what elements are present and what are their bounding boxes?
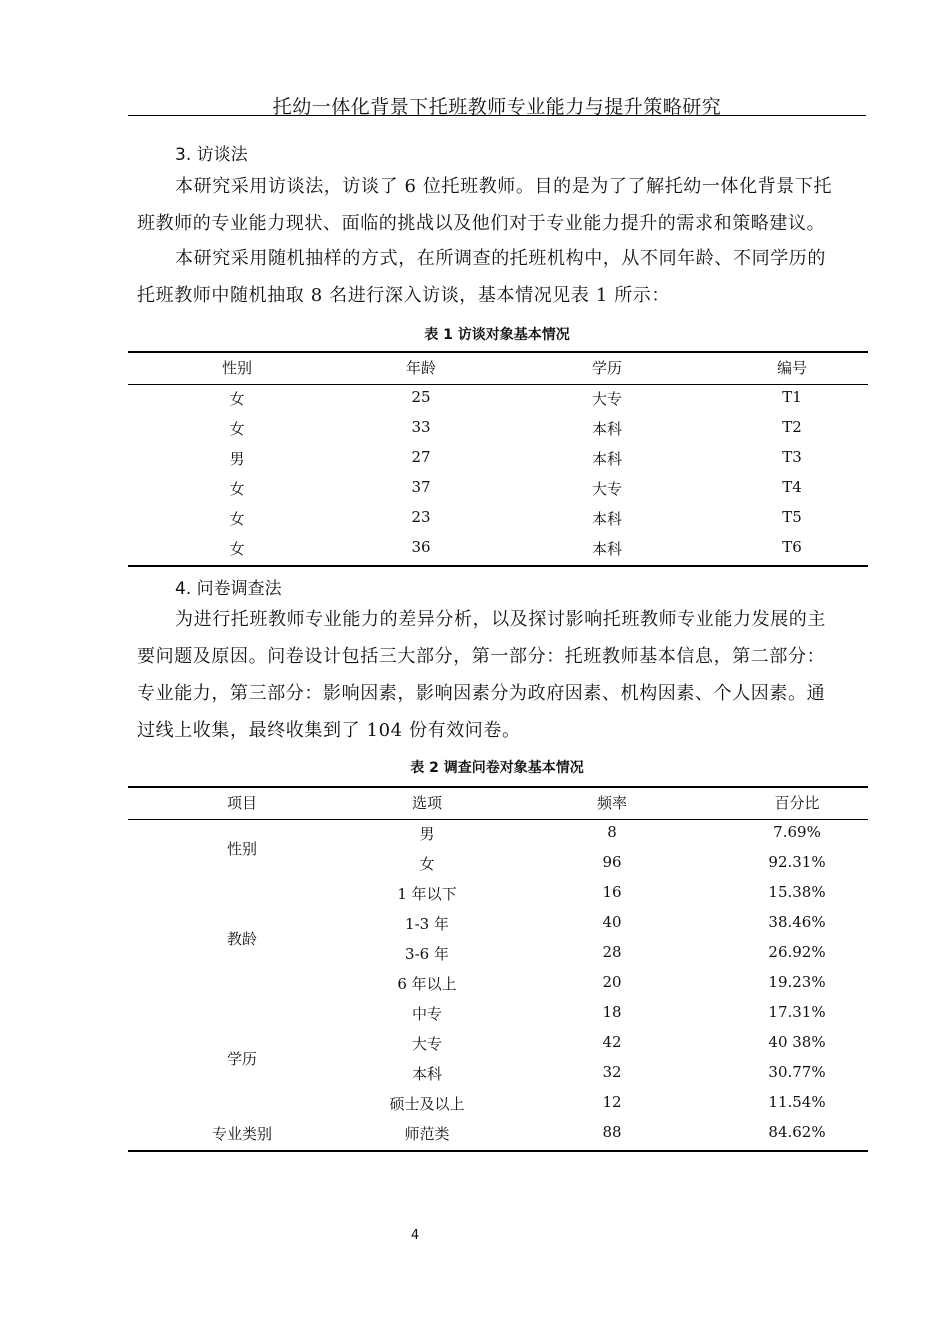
section-3-paragraph-1 xyxy=(137,168,832,242)
table-2-cell: 11.54% xyxy=(768,1093,826,1111)
table-2-cell: 硕士及以上 xyxy=(389,1095,465,1113)
table-2-cell: 40 xyxy=(602,913,622,931)
table-1-cell: T2 xyxy=(782,418,802,436)
table-1-cell: 本科 xyxy=(591,540,623,558)
table-1-cell: 37 xyxy=(411,478,431,496)
table-2-cell: 7.69% xyxy=(773,823,821,841)
table-2-cell: 42 xyxy=(602,1033,622,1051)
table-2-header-cell: 选项 xyxy=(411,794,443,812)
paragraph-line: 过线上收集，最终收集到了 104 份有效问卷。 xyxy=(137,720,521,741)
table-2-header-cell: 百分比 xyxy=(774,794,820,812)
table-2-cell: 30.77% xyxy=(768,1063,826,1081)
table-2-cell: 19.23% xyxy=(768,973,826,991)
table-2-cell: 男 xyxy=(419,825,435,843)
table-1-cell: 本科 xyxy=(591,510,623,528)
table-1-cell: 女 xyxy=(229,390,245,408)
table-2-cell: 17.31% xyxy=(768,1003,826,1021)
table-2-cell: 1 年以下 xyxy=(397,885,457,903)
table-1-cell: T4 xyxy=(782,478,802,496)
table-1-cell: 大专 xyxy=(591,480,623,498)
table-1-cell: T6 xyxy=(782,538,802,556)
table-2-bottom-rule xyxy=(128,1150,868,1152)
section-4-heading: 4. 问卷调查法 xyxy=(175,579,282,599)
table-1-cell: 25 xyxy=(411,388,431,406)
table-2-cell: 88 xyxy=(602,1123,622,1141)
table-2-cell: 中专 xyxy=(411,1005,443,1023)
table-1-bottom-rule xyxy=(128,565,868,567)
table-2-cell: 女 xyxy=(419,855,435,873)
table-1-caption: 表 1 访谈对象基本情况 xyxy=(424,327,570,343)
table-2-cell: 32 xyxy=(602,1063,622,1081)
table-2-cell: 84.62% xyxy=(768,1123,826,1141)
table-1-cell: 27 xyxy=(411,448,431,466)
paragraph-line: 班教师的专业能力现状、面临的挑战以及他们对于专业能力提升的需求和策略建议。 xyxy=(137,213,826,234)
table-1-cell: T1 xyxy=(782,388,802,406)
table-2-top-rule xyxy=(128,786,868,788)
table-2-cell: 18 xyxy=(602,1003,622,1021)
table-1-cell: 女 xyxy=(229,480,245,498)
table-2-cell: 92.31% xyxy=(768,853,826,871)
table-1-cell: 本科 xyxy=(591,450,623,468)
table-2-cell: 师范类 xyxy=(404,1125,450,1143)
table-1-cell: 本科 xyxy=(591,420,623,438)
table-2-header-cell: 频率 xyxy=(596,794,628,812)
paragraph-line: 本研究采用随机抽样的方式，在所调查的托班机构中，从不同年龄、不同学历的 xyxy=(175,248,826,269)
table-1-cell: 大专 xyxy=(591,390,623,408)
table-2-cell: 1-3 年 xyxy=(405,915,449,933)
table-2-cell: 3-6 年 xyxy=(405,945,449,963)
running-title: 托幼一体化背景下托班教师专业能力与提升策略研究 xyxy=(272,96,722,118)
table-2-cell: 28 xyxy=(602,943,622,961)
table-1-header-cell: 学历 xyxy=(591,359,623,377)
table-2-cell: 6 年以上 xyxy=(397,975,457,993)
table-2-cell: 大专 xyxy=(411,1035,443,1053)
table-1-cell: 23 xyxy=(411,508,431,526)
table-1-cell: 男 xyxy=(229,450,245,468)
table-2-cell: 15.38% xyxy=(768,883,826,901)
table-2-cell: 8 xyxy=(607,823,617,841)
table-2-cell: 40 38% xyxy=(768,1033,826,1051)
table-2-caption: 表 2 调查问卷对象基本情况 xyxy=(410,760,584,776)
table-2-header-rule xyxy=(128,819,868,820)
table-1-cell: 女 xyxy=(229,420,245,438)
table-1-cell: T3 xyxy=(782,448,802,466)
table-2-header-cell: 项目 xyxy=(226,794,258,812)
table-2-cell: 12 xyxy=(602,1093,622,1111)
table-1-cell: 女 xyxy=(229,540,245,558)
table-2-cell: 38.46% xyxy=(768,913,826,931)
paragraph-line: 为进行托班教师专业能力的差异分析，以及探讨影响托班教师专业能力发展的主 xyxy=(175,609,826,630)
paragraph-line: 专业能力，第三部分：影响因素，影响因素分为政府因素、机构因素、个人因素。通 xyxy=(137,683,826,704)
table-1-header-cell: 年龄 xyxy=(405,359,437,377)
table-2-cell: 16 xyxy=(602,883,622,901)
table-1-cell: T5 xyxy=(782,508,802,526)
section-3-heading: 3. 访谈法 xyxy=(175,145,248,165)
section-4-paragraph xyxy=(137,601,826,749)
table-2-item-cell: 性别 xyxy=(226,840,258,858)
table-1-cell: 36 xyxy=(411,538,431,556)
table-1-header-rule xyxy=(128,384,868,385)
table-1-header-cell: 性别 xyxy=(221,359,253,377)
table-2-cell: 26.92% xyxy=(768,943,826,961)
table-2-cell: 96 xyxy=(602,853,622,871)
section-3-paragraph-2 xyxy=(137,240,826,314)
table-1-top-rule xyxy=(128,351,868,353)
table-2-cell: 20 xyxy=(602,973,622,991)
paragraph-line: 要问题及原因。问卷设计包括三大部分，第一部分：托班教师基本信息，第二部分： xyxy=(137,646,826,667)
header-rule xyxy=(128,115,866,116)
page-number: 4 xyxy=(410,1228,420,1243)
table-2-item-cell: 专业类别 xyxy=(211,1125,273,1143)
table-1-header-cell: 编号 xyxy=(776,359,808,377)
table-2-item-cell: 学历 xyxy=(226,1050,258,1068)
paragraph-line: 托班教师中随机抽取 8 名进行深入访谈，基本情况见表 1 所示： xyxy=(137,285,670,306)
table-1-cell: 女 xyxy=(229,510,245,528)
table-2-cell: 本科 xyxy=(411,1065,443,1083)
table-1-cell: 33 xyxy=(411,418,431,436)
table-2-item-cell: 教龄 xyxy=(226,930,258,948)
paragraph-line: 本研究采用访谈法，访谈了 6 位托班教师。目的是为了了解托幼一体化背景下托 xyxy=(175,176,833,197)
